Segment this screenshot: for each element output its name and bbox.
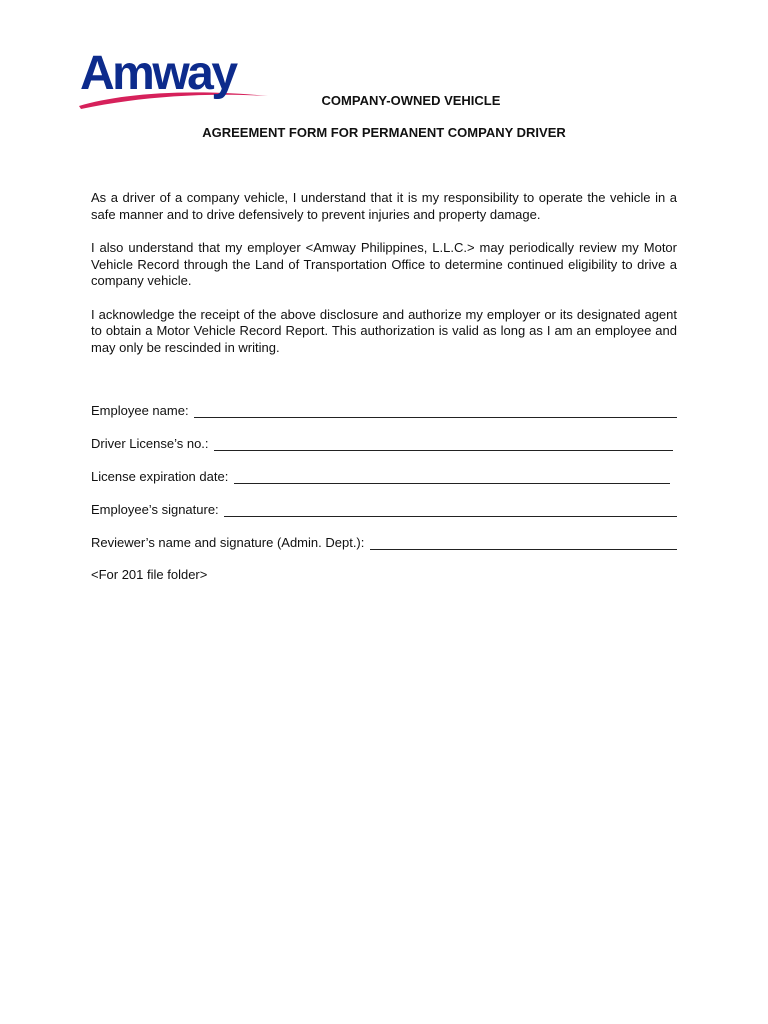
logo-wordmark: Amway xyxy=(80,47,236,100)
field-label: License expiration date: xyxy=(91,469,232,484)
field-employee-signature xyxy=(91,501,677,517)
field-label: Driver License’s no.: xyxy=(91,436,213,451)
signature-fields xyxy=(91,402,677,582)
field-license-expiration xyxy=(91,468,677,484)
field-employee-name xyxy=(91,402,677,418)
field-label: Employee’s signature: xyxy=(91,502,223,517)
field-driver-license-no xyxy=(91,435,677,451)
license-expiration-input-line[interactable] xyxy=(234,471,670,484)
document-title xyxy=(0,93,768,108)
file-folder-note: <For 201 file folder> xyxy=(91,567,208,582)
field-label: Employee name: xyxy=(91,403,193,418)
paragraph-responsibility: As a driver of a company vehicle, I understand that it is my responsibility to operate the vehicle in a safe manner and to drive defensively to prevent injuries and property damage. xyxy=(91,190,677,222)
reviewer-signature-input-line[interactable] xyxy=(370,537,677,550)
driver-license-input-line[interactable] xyxy=(214,438,673,451)
field-reviewer-signature xyxy=(91,534,677,550)
disclosure-body xyxy=(91,190,677,373)
title-line-1: COMPANY-OWNED VEHICLE xyxy=(321,93,501,108)
paragraph-authorization: I acknowledge the receipt of the above disclosure and authorize my employer or its designated agent to obtain a Motor Vehicle Record Report. This authorization is valid as long as I am an employee and may only be rescinded in writing. xyxy=(91,306,677,355)
document-subtitle: AGREEMENT FORM FOR PERMANENT COMPANY DRIVER xyxy=(202,125,566,140)
paragraph-record-review: I also understand that my employer <Amway Philippines, L.L.C.> may periodically review my Motor Vehicle Record through the Land of Transportation Office to determine continued eligibility to drive a company vehicle. xyxy=(91,240,677,288)
employee-name-input-line[interactable] xyxy=(194,405,677,418)
field-label: Reviewer’s name and signature (Admin. Dept.): xyxy=(91,535,368,550)
employee-signature-input-line[interactable] xyxy=(224,504,677,517)
